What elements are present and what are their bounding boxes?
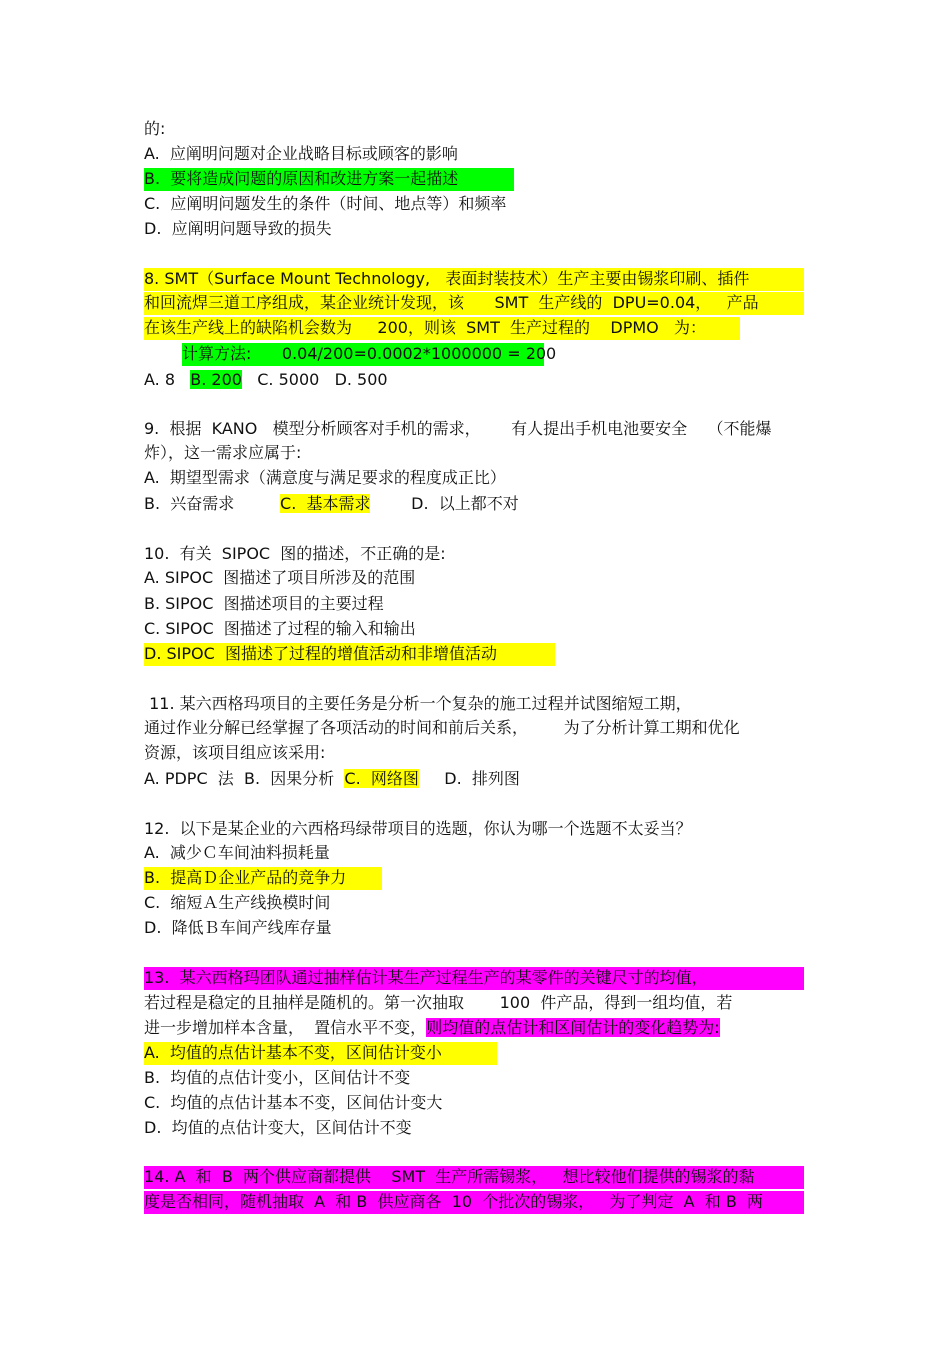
q9-option-c-answer: C. 基本需求 xyxy=(280,494,371,513)
q11-stem-line-3: 资源，该项目组应该采用: xyxy=(144,743,326,762)
q13-option-b: B. 均值的点估计变小，区间估计不变 xyxy=(144,1068,411,1087)
q10-option-c: C. SIPOC 图描述了过程的输入和输出 xyxy=(144,619,416,638)
q9-stem-line-1: 9. 根据 KANO 模型分析顾客对手机的需求， 有人提出手机电池要安全 （不能爆 xyxy=(144,419,772,438)
q11-option-b: B. 因果分析 xyxy=(243,769,335,788)
q8-option-c: C. 5000 xyxy=(257,370,320,389)
q13-stem-line-3 xyxy=(144,1017,720,1040)
q7-option-b-answer: B. 要将造成问题的原因和改进方案一起描述 xyxy=(144,168,514,191)
q13-stem-line-3-highlight: 则均值的点估计和区间估计的变化趋势为: xyxy=(426,1018,720,1037)
q10-option-d-answer: D. SIPOC 图描述了过程的增值活动和非增值活动 xyxy=(144,643,555,666)
q13-stem-line-3-plain: 进一步增加样本含量， 置信水平不变， xyxy=(144,1018,427,1037)
q11-stem-line-1: 11. 某六西格玛项目的主要任务是分析一个复杂的施工过程并试图缩短工期， xyxy=(144,694,692,713)
q10-option-a: A. SIPOC 图描述了项目所涉及的范围 xyxy=(144,568,416,587)
q14-stem-line-2: 度是否相同，随机抽取 A 和 B 供应商各 10 个批次的锡浆， 为了判定 A 和 B 两 xyxy=(144,1191,804,1214)
q11-options xyxy=(144,768,520,791)
q9-options-bcd xyxy=(144,493,519,516)
q13-option-a-answer: A. 均值的点估计基本不变，区间估计变小 xyxy=(144,1042,497,1065)
q8-calculation: 计算方法: 0.04/200=0.0002*1000000 = 200 xyxy=(182,343,544,366)
q8-stem-line-2: 和回流焊三道工序组成，某企业统计发现，该 SMT 生产线的 DPU=0.04， 产品 xyxy=(144,292,804,315)
q12-stem: 12. 以下是某企业的六西格玛绿带项目的选题，你认为哪一个选题不太妥当？ xyxy=(144,819,692,838)
q12-option-a: A. 减少Ｃ车间油料损耗量 xyxy=(144,843,330,862)
q13-stem-line-1: 13. 某六西格玛团队通过抽样估计某生产过程生产的某零件的关键尺寸的均值， xyxy=(144,967,804,990)
q13-option-c: C. 均值的点估计基本不变，区间估计变大 xyxy=(144,1093,443,1112)
q7-option-a: A. 应阐明问题对企业战略目标或顾客的影响 xyxy=(144,144,458,163)
q13-stem-line-2: 若过程是稳定的且抽样是随机的。第一次抽取 100 件产品，得到一组均值，若 xyxy=(144,993,733,1012)
q11-option-c-answer: C. 网络图 xyxy=(344,769,419,788)
q11-option-d: D. 排列图 xyxy=(444,769,520,788)
q11-stem-line-2: 通过作业分解已经掌握了各项活动的时间和前后关系， 为了分析计算工期和优化 xyxy=(144,718,740,737)
q7-option-c: C. 应阐明问题发生的条件（时间、地点等）和频率 xyxy=(144,194,507,213)
q13-option-d: D. 均值的点估计变大，区间估计不变 xyxy=(144,1118,412,1137)
q12-option-d: D. 降低Ｂ车间产线库存量 xyxy=(144,918,332,937)
q8-option-d: D. 500 xyxy=(334,370,388,389)
q9-option-a: A. 期望型需求（满意度与满足要求的程度成正比） xyxy=(144,468,506,487)
q9-option-b: B. 兴奋需求 xyxy=(144,494,235,513)
q12-option-c: C. 缩短Ａ生产线换模时间 xyxy=(144,893,331,912)
q8-option-a: A. 8 xyxy=(144,370,176,389)
q12-option-b-answer: B. 提高Ｄ企业产品的竞争力 xyxy=(144,867,382,890)
q10-stem: 10. 有关 SIPOC 图的描述，不正确的是: xyxy=(144,544,446,563)
q8-stem-line-1: 8. SMT（Surface Mount Technology, 表面封装技术）生产主要由锡浆印刷、插件 xyxy=(144,268,804,291)
q14-stem-line-1: 14. A 和 B 两个供应商都提供 SMT 生产所需锡浆， 想比较他们提供的锡浆的黏 xyxy=(144,1166,804,1189)
q8-options xyxy=(144,369,388,392)
q8-stem-line-3: 在该生产线上的缺陷机会数为 200，则该 SMT 生产过程的 DPMO 为： xyxy=(144,317,740,340)
q10-option-b: B. SIPOC 图描述项目的主要过程 xyxy=(144,594,384,613)
q9-stem-line-2: 炸），这一需求应属于: xyxy=(144,443,302,462)
q7-option-d: D. 应阐明问题导致的损失 xyxy=(144,219,332,238)
q11-option-a: A. PDPC 法 xyxy=(144,769,234,788)
q8-option-b-answer: B. 200 xyxy=(190,370,242,389)
q9-option-d: D. 以上都不对 xyxy=(411,494,519,513)
q7-stem-tail: 的: xyxy=(144,119,166,138)
